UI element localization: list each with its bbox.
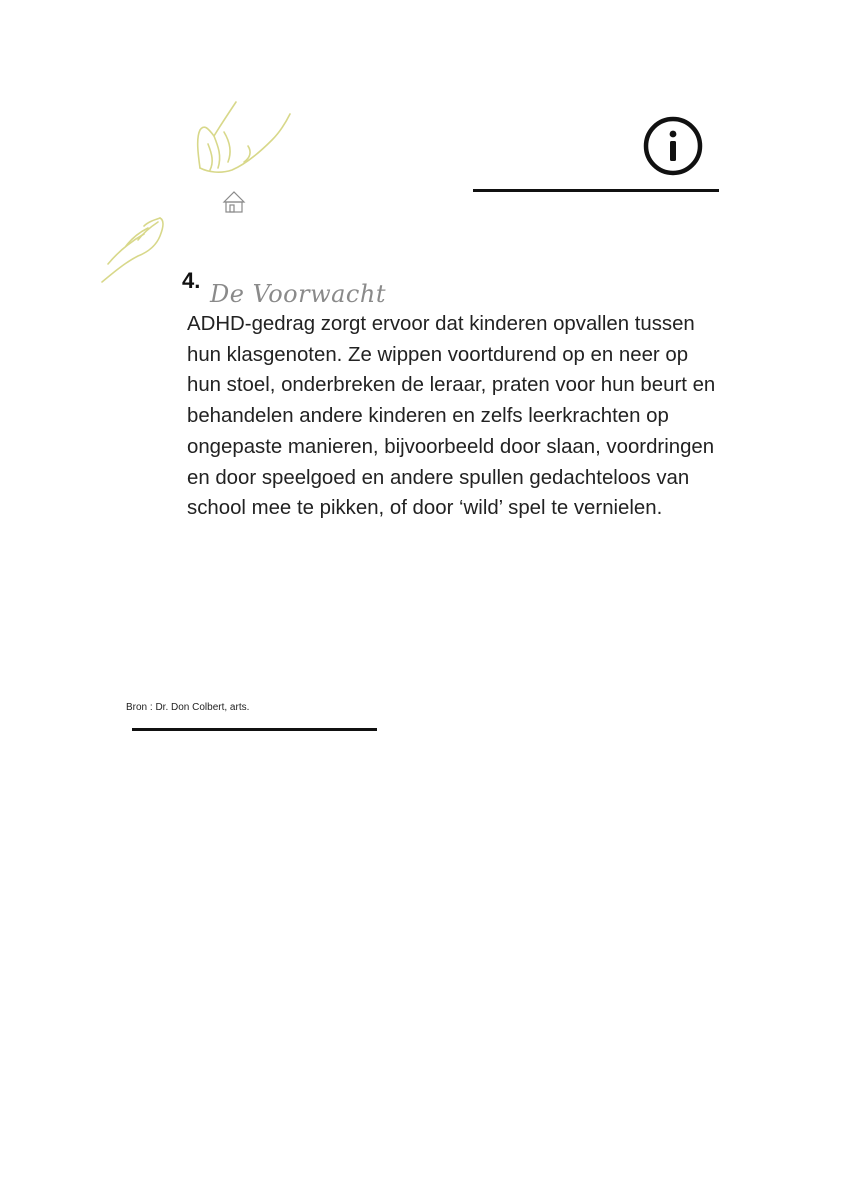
- hands-illustration: [96, 96, 296, 291]
- card-body-text: ADHD-gedrag zorgt ervoor dat kinderen opvallen tussen hun klasgenoten. Ze wippen voortdurend op en neer op hun stoel, onderbreken de leraar, praten voor hun beurt en behandelen andere kinderen en zelfs leerkrachten op ongepaste manieren, bijvoorbeeld door slaan, voordringen en door speelgoed en andere spullen gedachteloos van school mee te pikken, of door ‘wild’ spel te vernielen.: [187, 313, 716, 520]
- footer-divider: [132, 728, 377, 731]
- logo: [96, 96, 386, 308]
- card-number: 4.: [182, 268, 201, 293]
- info-circle-icon: [643, 116, 703, 176]
- header-divider: [473, 189, 719, 192]
- logo-wordmark: De Voorwacht: [210, 280, 386, 308]
- source-citation: Bron : Dr. Don Colbert, arts.: [126, 702, 250, 713]
